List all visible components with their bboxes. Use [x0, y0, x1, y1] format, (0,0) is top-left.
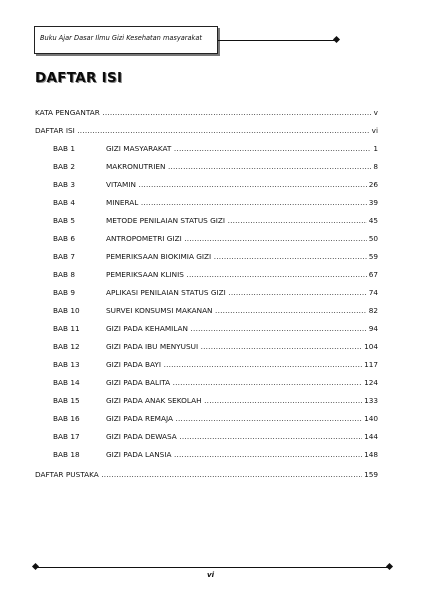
toc-entry-title: [35, 124, 370, 137]
toc-entry-title: [106, 178, 367, 191]
toc-chapter-number: BAB 2: [53, 162, 75, 171]
toc-entry-title: [106, 160, 371, 173]
toc-entry: [35, 358, 378, 371]
toc-entry-title: [106, 250, 367, 263]
toc-page-number: 67: [368, 270, 378, 279]
toc-entry: [35, 430, 378, 443]
toc-page-number: 8: [373, 162, 378, 171]
header-rule: [218, 40, 338, 41]
header-text: Buku Ajar Dasar Ilmu Gizi Kesehatan masyarakat: [40, 34, 202, 42]
toc-entry-label: MAKRONUTRIEN: [106, 162, 166, 171]
toc-entry-label: KATA PENGANTAR: [35, 108, 100, 117]
toc-entry-title: [106, 214, 367, 227]
toc-entry-label: ANTROPOMETRI GIZI: [106, 234, 182, 243]
toc-entry: [35, 286, 378, 299]
toc-entry: [35, 340, 378, 353]
footer-page-number: vi: [207, 570, 215, 579]
toc-entry-title: [106, 304, 367, 317]
toc-page-number: 39: [368, 198, 378, 207]
header-banner: [34, 26, 218, 54]
toc-chapter-number: BAB 9: [53, 288, 75, 297]
toc-entry: [35, 196, 378, 209]
toc-entry-label: GIZI MASYARAKAT: [106, 144, 172, 153]
toc-entry-label: VITAMIN: [106, 180, 136, 189]
toc-page-number: 148: [364, 450, 378, 459]
toc-chapter-number: BAB 8: [53, 270, 75, 279]
toc-entry-title: [106, 448, 362, 461]
toc-entry: [35, 376, 378, 389]
toc-page-number: 140: [364, 414, 378, 423]
toc-chapter-number: BAB 11: [53, 324, 80, 333]
toc-chapter-number: BAB 10: [53, 306, 80, 315]
toc-page-number: 1: [373, 144, 378, 153]
toc-page-number: 124: [364, 378, 378, 387]
toc-page-number: 59: [368, 252, 378, 261]
toc-entry-label: GIZI PADA LANSIA: [106, 450, 172, 459]
toc-entry: [35, 250, 378, 263]
toc-entry-title: [106, 358, 362, 371]
toc-entry-title: [106, 394, 362, 407]
toc-chapter-number: BAB 6: [53, 234, 75, 243]
toc-entry-title: [35, 106, 372, 119]
toc-entry: [35, 232, 378, 245]
toc-page-number: 94: [368, 324, 378, 333]
toc-chapter-number: BAB 5: [53, 216, 75, 225]
footer-diamond-left-ornament: [32, 563, 39, 570]
toc-entry-label: DAFTAR PUSTAKA: [35, 470, 99, 479]
toc-page-number: 50: [368, 234, 378, 243]
toc-entry-label: METODE PENILAIAN STATUS GIZI: [106, 216, 226, 225]
toc-entry: [35, 394, 378, 407]
toc-page-number: 74: [368, 288, 378, 297]
toc-entry: [35, 412, 378, 425]
toc-page-number: v: [373, 108, 378, 117]
toc-page-number: 82: [368, 306, 378, 315]
toc-entry-title: [106, 232, 367, 245]
toc-entry-title: [106, 286, 367, 299]
toc-entry-title: [106, 268, 367, 281]
toc-entry-label: GIZI PADA BALITA: [106, 378, 171, 387]
toc-entry-label: MINERAL: [106, 198, 139, 207]
toc-entry-title: [106, 340, 362, 353]
footer-rule: [36, 567, 389, 568]
toc-page-number: vi: [371, 126, 378, 135]
toc-chapter-number: BAB 15: [53, 396, 80, 405]
toc-entry: [35, 142, 378, 155]
toc-entry-label: GIZI PADA BAYI: [106, 360, 162, 369]
toc-entry-label: GIZI PADA ANAK SEKOLAH: [106, 396, 202, 405]
toc-entry: [35, 214, 378, 227]
toc-entry-label: GIZI PADA KEHAMILAN: [106, 324, 189, 333]
toc-entry-title: [106, 412, 362, 425]
toc-chapter-number: BAB 17: [53, 432, 80, 441]
header-diamond-ornament: [333, 36, 340, 43]
toc-page-number: 45: [368, 216, 378, 225]
toc-entry-label: GIZI PADA REMAJA: [106, 414, 173, 423]
toc-entry-title: [106, 430, 362, 443]
toc-entry: [35, 178, 378, 191]
toc-chapter-number: BAB 3: [53, 180, 75, 189]
toc-entry: [35, 448, 378, 461]
toc-entry: [35, 322, 378, 335]
toc-entry: [35, 268, 378, 281]
toc-page-number: 159: [364, 470, 378, 479]
toc-entry: [35, 124, 378, 137]
toc-entry-title: [106, 376, 362, 389]
toc-entry-label: GIZI PADA IBU MENYUSUI: [106, 342, 199, 351]
toc-entry-label: PEMERIKSAAN BIOKIMIA GIZI: [106, 252, 212, 261]
toc-entry-label: DAFTAR ISI: [35, 126, 75, 135]
toc-chapter-number: BAB 12: [53, 342, 80, 351]
toc-entry-label: SURVEI KONSUMSI MAKANAN: [106, 306, 213, 315]
toc-entry-title: [106, 196, 367, 209]
toc-chapter-number: BAB 14: [53, 378, 80, 387]
toc-entry: [35, 106, 378, 119]
toc-entry: [35, 160, 378, 173]
page-title: DAFTAR ISI: [35, 70, 123, 86]
toc-entry-label: PEMERIKSAAN KLINIS: [106, 270, 184, 279]
toc-chapter-number: BAB 4: [53, 198, 75, 207]
toc-page-number: 144: [364, 432, 378, 441]
toc-entry-title: [35, 468, 362, 481]
toc-entry: [35, 468, 378, 481]
footer-diamond-right-ornament: [386, 563, 393, 570]
toc-chapter-number: BAB 18: [53, 450, 80, 459]
toc-chapter-number: BAB 13: [53, 360, 80, 369]
toc-entry: [35, 304, 378, 317]
toc-page-number: 26: [368, 180, 378, 189]
toc-chapter-number: BAB 16: [53, 414, 80, 423]
toc-entry-title: [106, 322, 367, 335]
toc-entry-title: [106, 142, 371, 155]
toc-chapter-number: BAB 1: [53, 144, 75, 153]
toc-entry-label: APLIKASI PENILAIAN STATUS GIZI: [106, 288, 226, 297]
toc-chapter-number: BAB 7: [53, 252, 75, 261]
toc-page-number: 117: [364, 360, 378, 369]
toc-page-number: 104: [364, 342, 378, 351]
toc-page-number: 133: [364, 396, 378, 405]
toc-entry-label: GIZI PADA DEWASA: [106, 432, 177, 441]
